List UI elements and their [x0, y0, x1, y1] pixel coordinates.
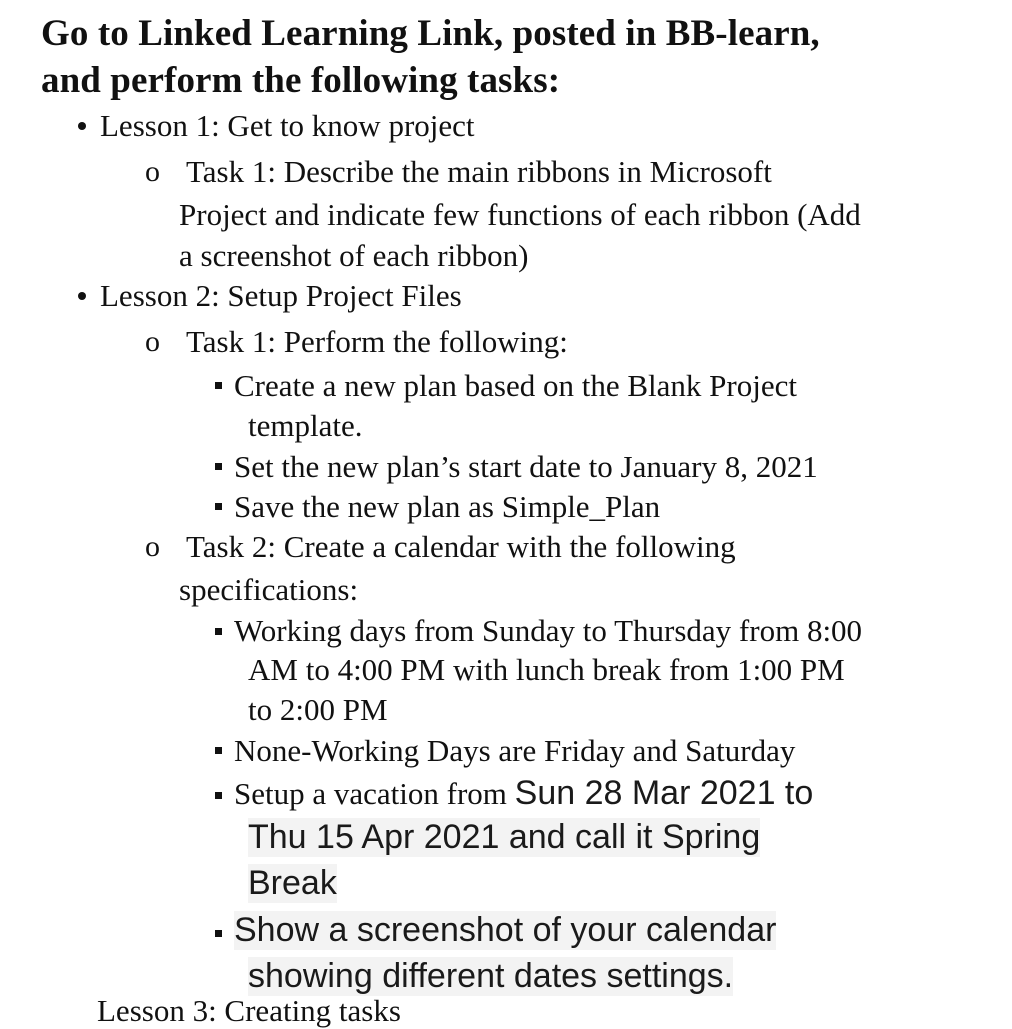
bullet-disc-icon [78, 292, 86, 300]
lesson-1-task-1-line-1: Task 1: Describe the main ribbons in Microsoft [186, 154, 772, 189]
lesson-2-task-2-item-3-line-1 [234, 774, 813, 813]
lesson-2-task-1-title: Task 1: Perform the following: [186, 324, 568, 359]
bullet-square-icon [215, 628, 222, 635]
lesson-2-task-2-item-2: None-Working Days are Friday and Saturday [234, 733, 796, 768]
bullet-circle-icon: o [145, 325, 160, 358]
bullet-square-icon [215, 930, 222, 937]
bullet-circle-icon: o [145, 530, 160, 563]
lesson-2-title: Lesson 2: Setup Project Files [100, 278, 462, 313]
lesson-2-task-2-item-4-line-1: Show a screenshot of your calendar [234, 911, 777, 949]
heading-line-1: Go to Linked Learning Link, posted in BB-learn, [41, 13, 820, 54]
lesson-2-task-2-item-3-line-3: Break [248, 864, 337, 902]
bullet-square-icon [215, 747, 222, 754]
lesson-2-task-2-line-1: Task 2: Create a calendar with the following [186, 529, 736, 564]
lesson-2-task-1-item-2: Set the new plan’s start date to January 8, 2021 [234, 449, 818, 484]
heading-line-2: and perform the following tasks: [41, 60, 561, 101]
lesson-1-task-1-line-2: Project and indicate few functions of each ribbon (Add [179, 197, 861, 232]
bullet-square-icon [215, 382, 222, 389]
bullet-circle-icon: o [145, 155, 160, 188]
item-3-prefix: Setup a vacation from [234, 776, 515, 811]
lesson-2-task-2-item-4-line-2: showing different dates settings. [248, 957, 734, 995]
lesson-2-task-2-item-1-line-3: to 2:00 PM [248, 692, 388, 727]
lesson-2-task-1-item-1-line-1: Create a new plan based on the Blank Project [234, 368, 797, 403]
lesson-3-title-partial: Lesson 3: Creating tasks [97, 993, 401, 1028]
bullet-disc-icon [78, 122, 86, 130]
lesson-2-task-2-item-3-line-2: Thu 15 Apr 2021 and call it Spring [248, 818, 761, 856]
lesson-1-task-1-line-3: a screenshot of each ribbon) [179, 238, 529, 273]
lesson-2-task-2-item-1-line-1: Working days from Sunday to Thursday from 8:00 [234, 613, 863, 648]
lesson-1-title: Lesson 1: Get to know project [100, 108, 475, 143]
lesson-2-task-2-item-1-line-2: AM to 4:00 PM with lunch break from 1:00 PM [248, 652, 845, 687]
bullet-square-icon [215, 792, 222, 799]
lesson-2-task-2-line-2: specifications: [179, 572, 359, 607]
bullet-square-icon [215, 463, 222, 470]
item-3-dates-start: Sun 28 Mar 2021 to [514, 774, 814, 812]
bullet-square-icon [215, 503, 222, 510]
lesson-2-task-1-item-3: Save the new plan as Simple_Plan [234, 489, 661, 524]
lesson-2-task-1-item-1-line-2: template. [248, 408, 363, 443]
